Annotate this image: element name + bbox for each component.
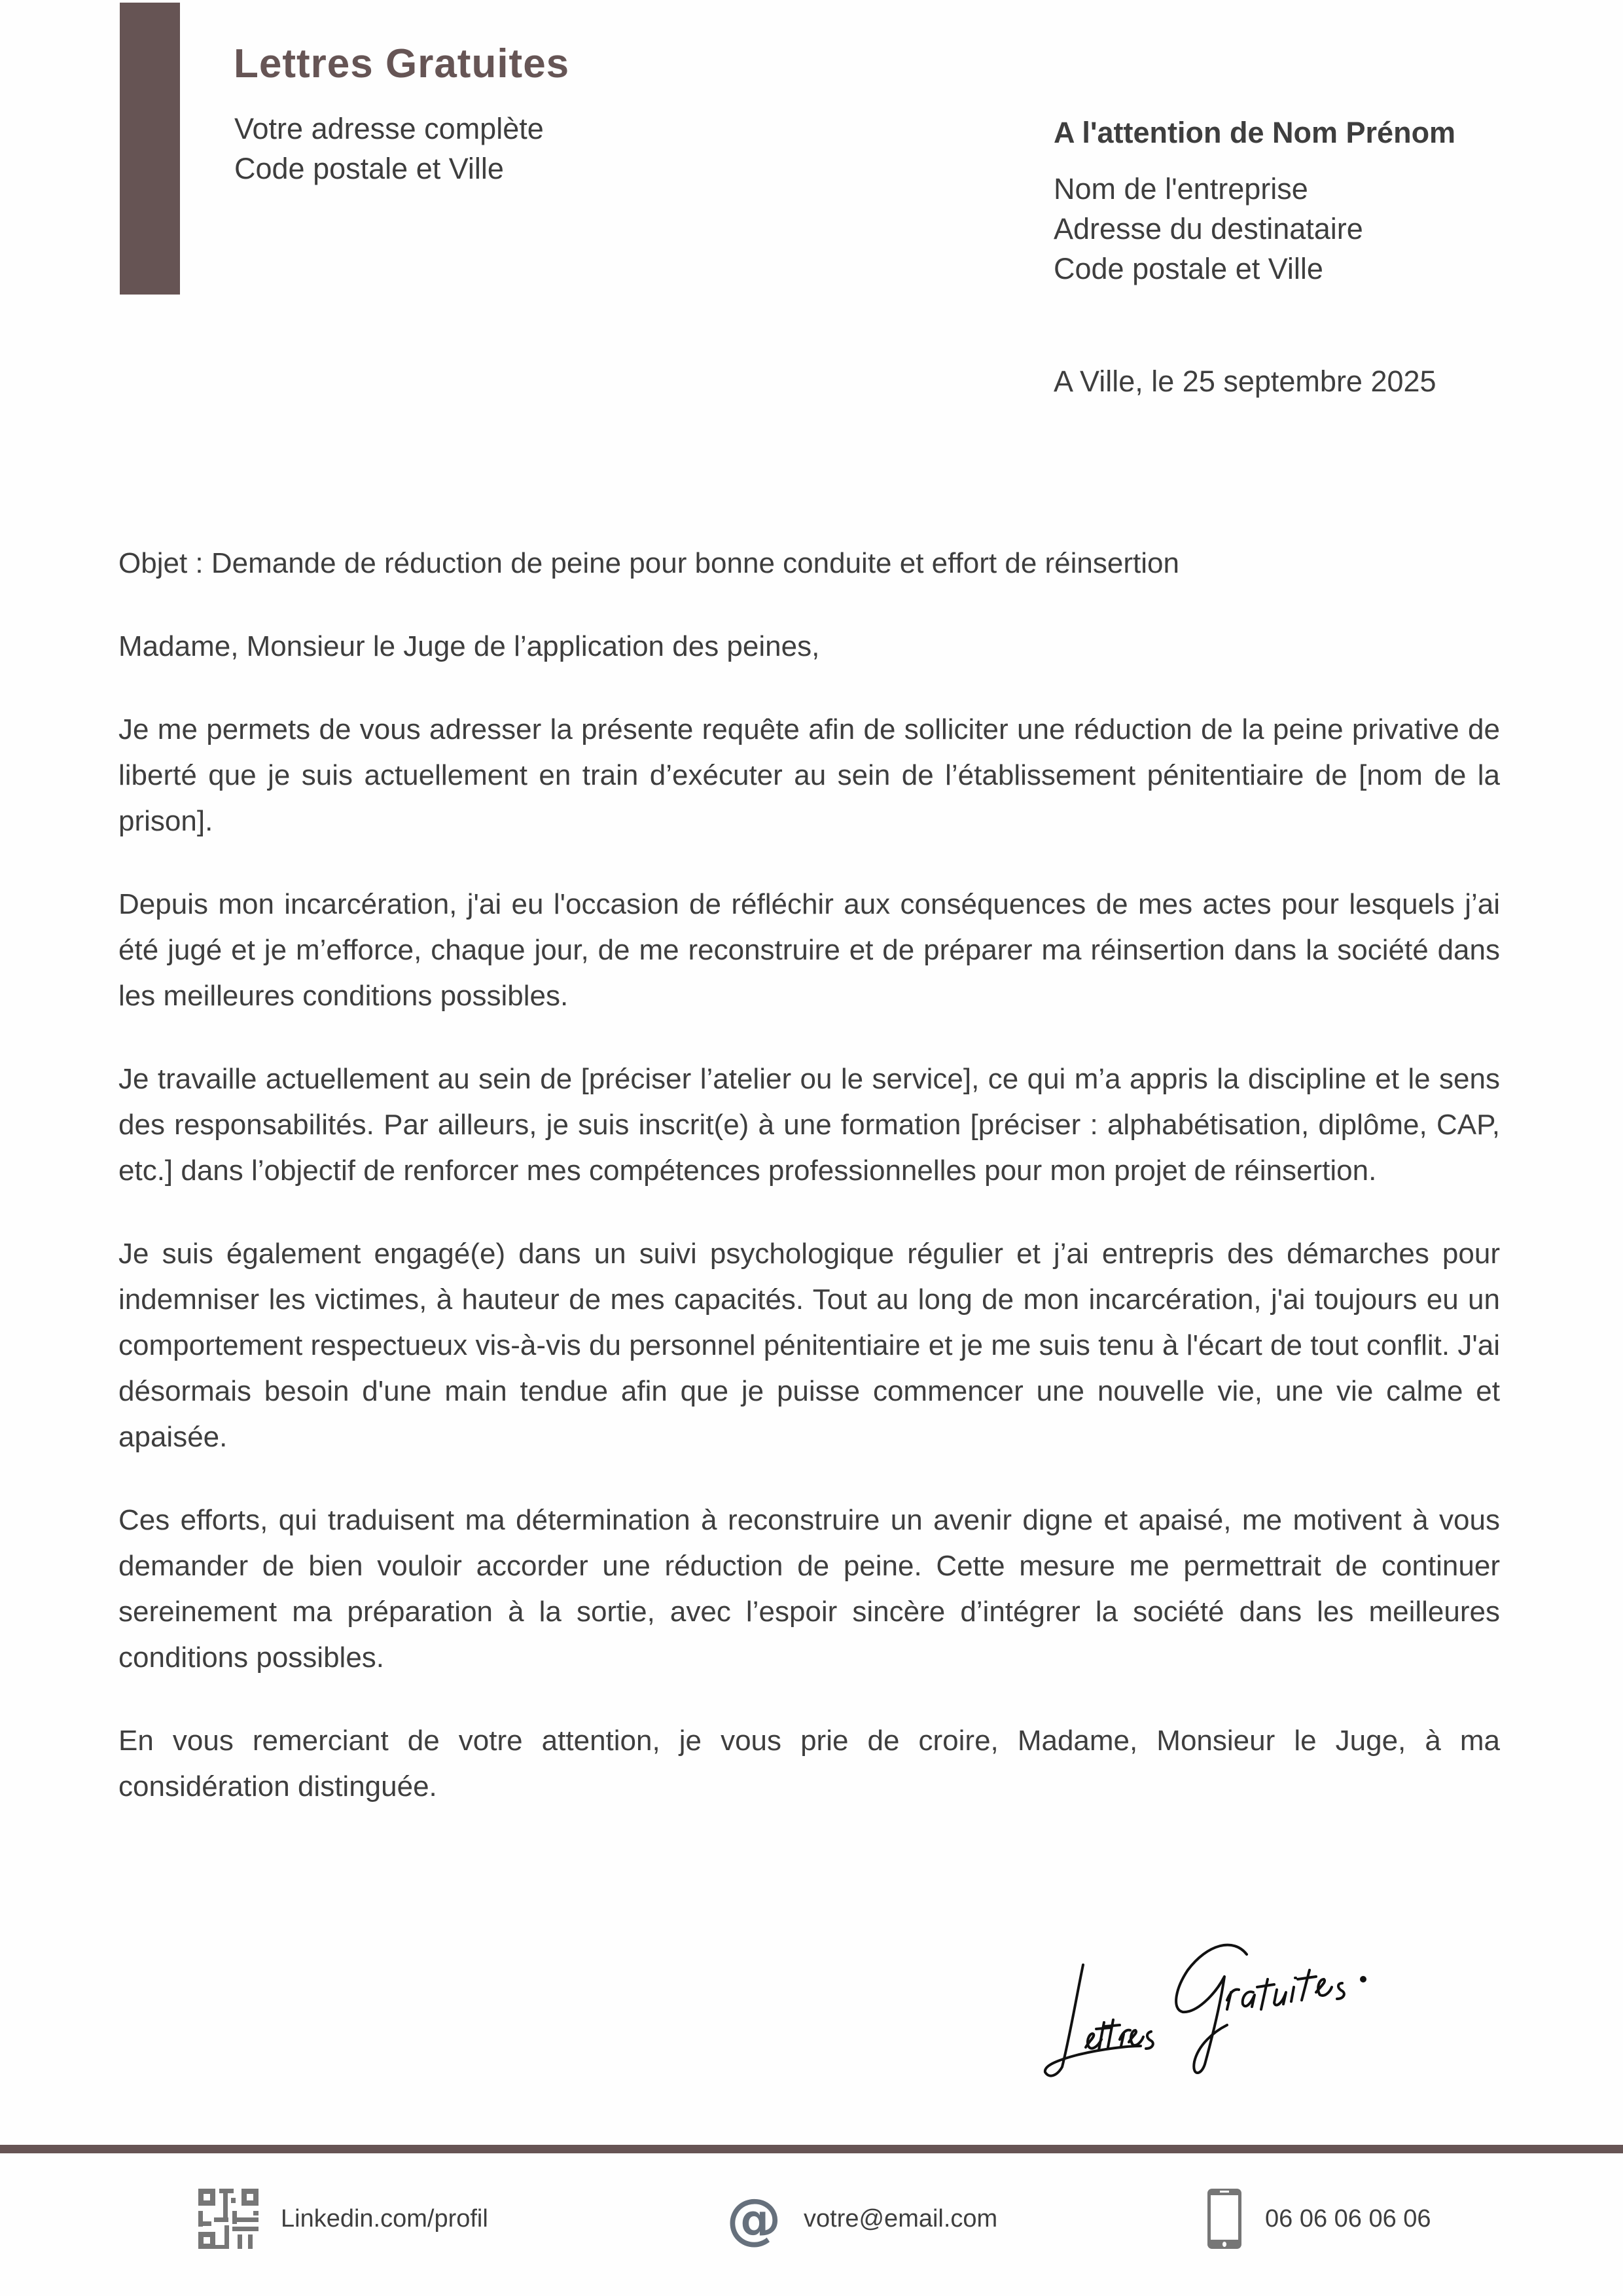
letter-paragraph: Je me permets de vous adresser la présente requête afin de solliciter une réduction de la peine privative de liberté que je suis actuellement en train d’exécuter au sein de l’établissement pénitentiaire de [nom de la prison]. [118,713,1500,837]
handwritten-signature [1031,1924,1410,2081]
letter-paragraph: Ces efforts, qui traduisent ma détermination à reconstruire un avenir digne et apaisé, me motivent à vous demander de bien vouloir accorder une réduction de peine. Cette mesure me permettrait de continuer sereinement ma préparation à la sortie, avec l’espoir sincère d’intégrer la société dans les meilleures conditions possibles. [118,1504,1500,1674]
letter-greeting: Madame, Monsieur le Juge de l’application des peines, [118,630,820,662]
letter-date: A Ville, le 25 septembre 2025 [1054,365,1436,398]
letter-body [118,541,1500,1847]
at-sign-icon: @ [726,2187,781,2251]
linkedin-label: Linkedin.com/profil [281,2204,488,2233]
footer-phone[interactable] [1206,2186,1431,2251]
letter-paragraph: Je travaille actuellement au sein de [préciser l’atelier ou le service], ce qui m’a appris la discipline et le sens des responsabilités. Par ailleurs, je suis inscrit(e) à une formation [préciser : alphabétisation, diplôme, CAP, etc.] dans l’objectif de renforcer mes compétences professionnelles pour mon projet de réinsertion. [118,1063,1500,1187]
phone-label: 06 06 06 06 06 [1265,2204,1431,2233]
recipient-company: Nom de l'entreprise [1054,172,1308,206]
letter-paragraph: Je suis également engagé(e) dans un suivi psychologique régulier et j’ai entrepris des démarches pour indemniser les victimes, à hauteur de mes capacités. Tout au long de mon incarcération, j'ai toujours eu un comportement respectueux vis-à-vis du personnel pénitentiaire et je me suis tenu à l'écart de tout conflit. J'ai désormais besoin d'une main tendue afin que je puisse commencer une nouvelle vie, une vie calme et apaisée. [118,1238,1500,1453]
letter-closing: En vous remerciant de votre attention, je vous prie de croire, Madame, Monsieur le Juge, à ma considération distinguée. [118,1725,1500,1803]
smartphone-icon [1206,2187,1243,2250]
recipient-attention: A l'attention de Nom Prénom [1054,116,1456,149]
qr-code-icon [198,2189,259,2249]
sender-address-line: Votre adresse complète [234,112,544,145]
letter-subject: Objet : Demande de réduction de peine pour bonne conduite et effort de réinsertion [118,547,1179,579]
header-accent-bar [120,3,180,295]
footer-divider [0,2145,1623,2153]
email-label: votre@email.com [804,2204,998,2233]
footer-linkedin[interactable] [198,2186,488,2251]
sender-city-line: Code postale et Ville [234,152,504,185]
footer-email[interactable] [726,2186,997,2251]
recipient-address: Adresse du destinataire [1054,212,1363,245]
letter-paragraph: Depuis mon incarcération, j'ai eu l'occasion de réfléchir aux conséquences de mes actes pour lesquels j’ai été jugé et je m’efforce, chaque jour, de me reconstruire et de préparer ma réinsertion dans la société dans les meilleures conditions possibles. [118,888,1500,1012]
recipient-block [1054,113,1455,289]
sender-address-block [234,109,544,188]
recipient-city: Code postale et Ville [1054,252,1323,285]
sender-name: Lettres Gratuites [234,41,570,86]
